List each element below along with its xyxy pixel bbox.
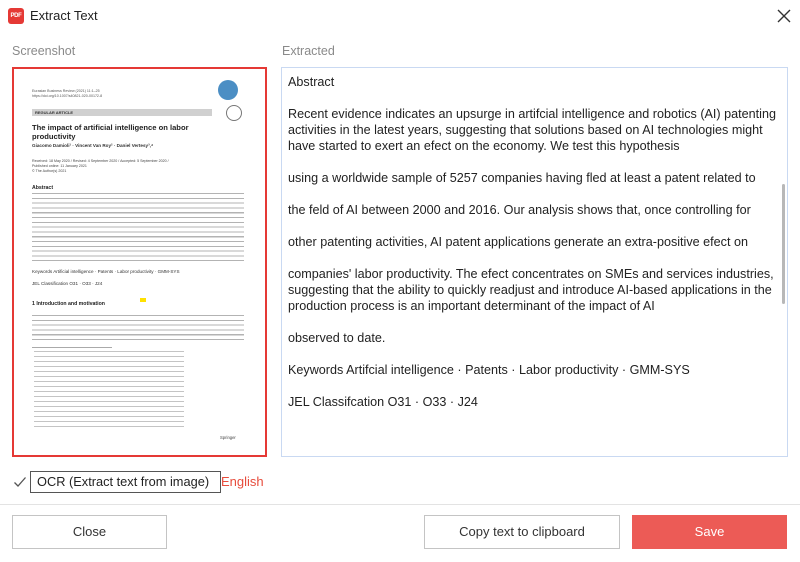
extracted-paragraph: Keywords Artifcial intelligence · Patents · Labor productivity · GMM-SYS <box>288 363 690 377</box>
copy-to-clipboard-button[interactable]: Copy text to clipboard <box>424 515 620 549</box>
close-button[interactable]: Close <box>12 515 167 549</box>
publisher-logo: Springer <box>220 435 236 440</box>
close-window-icon[interactable] <box>772 4 796 28</box>
paper-abstract-heading: Abstract <box>32 185 54 191</box>
ocr-language-selector[interactable]: English <box>221 474 264 489</box>
window-title: Extract Text <box>30 8 98 23</box>
paper-abstract-body <box>32 193 244 261</box>
paper-keywords: Keywords Artificial intelligence · Patents · Labor productivity · GMM-SYS <box>32 269 180 274</box>
extracted-paragraph: companies' labor productivity. The efect concentrates on SMEs and services industries, suggesting that the ability to quickly readjust and introduce AI-based applications in the production process is an important determinant of the impact of AI <box>288 267 774 313</box>
save-button[interactable]: Save <box>632 515 787 549</box>
screenshot-label: Screenshot <box>12 44 76 58</box>
paper-dates: Received: 18 May 2020 / Revised: 4 September 2020 / Accepted: 5 September 2020 / Published online: 11 January 2021 © The Author(s) 2021 <box>32 159 169 173</box>
extracted-text[interactable] <box>288 74 778 426</box>
ocr-checkbox-check-icon[interactable] <box>12 474 28 490</box>
ocr-toggle-label[interactable]: OCR (Extract text from image) <box>30 471 221 493</box>
extracted-paragraph: using a worldwide sample of 5257 companies having fled at least a patent related to <box>288 171 756 185</box>
extracted-text-area[interactable] <box>281 67 788 457</box>
title-bar <box>0 0 800 32</box>
extracted-label: Extracted <box>282 44 335 58</box>
paper-intro-heading: 1 Introduction and motivation <box>32 301 105 307</box>
paper-footnotes <box>34 351 184 431</box>
paper-page-thumbnail <box>22 75 257 449</box>
extracted-paragraph: JEL Classifcation O31 · O33 · J24 <box>288 395 478 409</box>
extracted-paragraph: the feld of AI between 2000 and 2016. Our analysis shows that, once controlling for <box>288 203 751 217</box>
crossmark-icon <box>226 105 242 121</box>
footer-divider <box>0 504 800 505</box>
footnote-rule <box>32 347 112 348</box>
screenshot-preview <box>12 67 267 457</box>
highlight-mark <box>140 298 146 302</box>
journal-logo-icon <box>218 80 238 100</box>
article-type-bar: REGULAR ARTICLE <box>32 109 212 116</box>
paper-intro-body <box>32 315 244 341</box>
extracted-paragraph: other patenting activities, AI patent applications generate an extra-positive efect on <box>288 235 748 249</box>
vertical-scrollbar[interactable] <box>782 184 785 304</box>
paper-title: The impact of artificial intelligence on labor productivity <box>32 123 189 141</box>
paper-meta: Eurasian Business Review (2021) 11:1–25 https://doi.org/10.1007/s40821-020-00172-8 <box>32 89 103 98</box>
paper-jel: JEL Classification O31 · O33 · J24 <box>32 281 103 286</box>
app-logo-icon: PDF <box>8 8 24 24</box>
extracted-paragraph: observed to date. <box>288 331 386 345</box>
paper-authors: Giacomo Damioli¹ · Vincent Van Roy² · Daniel Vertesy³,⁴ <box>32 143 154 148</box>
extracted-paragraph: Abstract <box>288 75 335 89</box>
extracted-paragraph: Recent evidence indicates an upsurge in artifcial intelligence and robotics (AI) patenting activities in the latest years, suggesting that solutions based on AI technologies might have started to exert an efect on the economy. We test this hypothesis <box>288 107 776 153</box>
